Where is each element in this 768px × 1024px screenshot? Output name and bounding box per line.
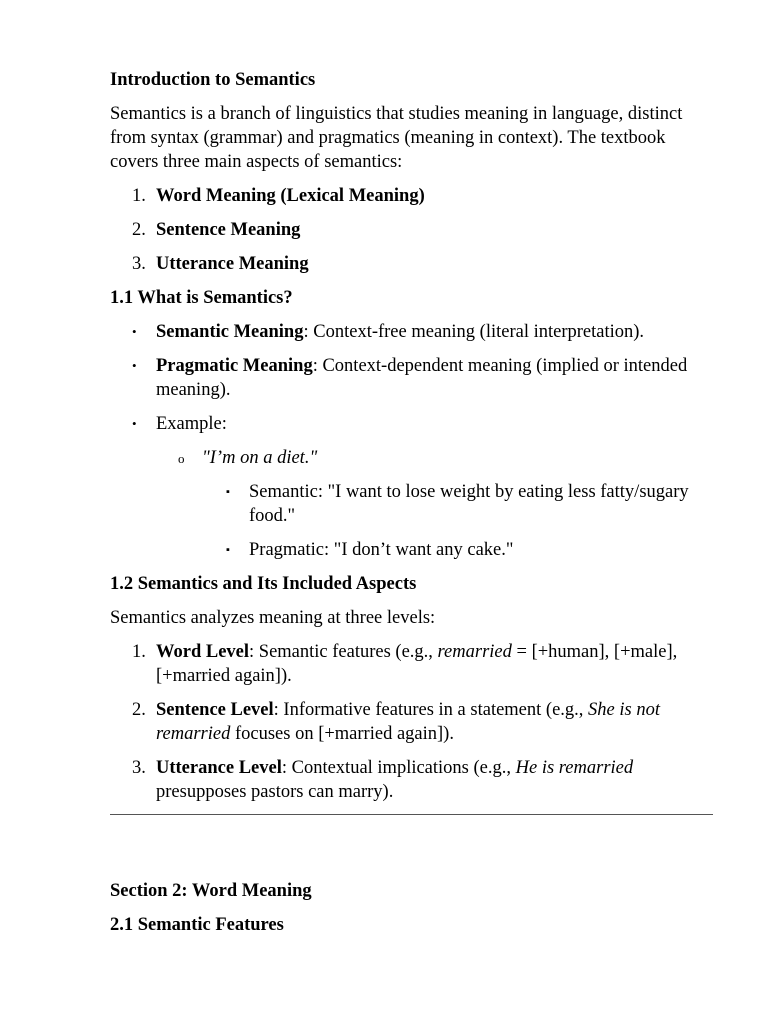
level-desc: : Contextual implications (e.g., [281, 758, 516, 778]
list-number: 3. [132, 758, 146, 778]
aspect-label: Utterance Meaning [156, 254, 309, 274]
semantic-meaning-desc: : Context-free meaning (literal interpretation). [303, 322, 645, 342]
level-desc-end: = [+human], [+male], [+married again]). [156, 642, 678, 686]
intro-paragraph: Semantics is a branch of linguistics that studies meaning in language, distinct from syntax (grammar) and pragmatics (meaning in context). The textbook covers three main aspects of semantics: [110, 104, 683, 172]
pragmatic-meaning-desc: : Context-dependent meaning (implied or intended meaning). [156, 356, 688, 400]
level-desc-end: presupposes pastors can marry). [156, 782, 394, 802]
bullet-disc-icon: • [132, 324, 137, 339]
level-desc: : Semantic features (e.g., [249, 642, 438, 662]
section-1-1-heading: 1.1 What is Semantics? [110, 288, 293, 308]
level-term: Word Level [156, 642, 250, 662]
pragmatic-meaning-term: Pragmatic Meaning [156, 356, 313, 376]
example-label: Example: [156, 414, 227, 434]
levels-list [110, 640, 713, 804]
bullet-circle-icon: o [178, 451, 185, 466]
aspect-label: Sentence Meaning [156, 220, 301, 240]
list-number: 1. [132, 186, 146, 206]
section-1-2-heading: 1.2 Semantics and Its Included Aspects [110, 574, 417, 594]
aspect-label: Word Meaning (Lexical Meaning) [156, 186, 425, 206]
aspects-list [110, 184, 713, 276]
section-1-2-intro: Semantics analyzes meaning at three levels: [110, 608, 436, 628]
list-number: 1. [132, 642, 146, 662]
level-example: She is not remarried [156, 700, 660, 744]
example-semantic-text: Semantic: "I want to lose weight by eating less fatty/sugary food." [249, 482, 689, 526]
example-quote-item [110, 446, 713, 470]
bullet-disc-icon: • [132, 416, 137, 431]
level-example: remarried [437, 642, 512, 662]
semantic-meaning-term: Semantic Meaning [156, 322, 304, 342]
list-item [110, 698, 713, 746]
list-item [110, 218, 713, 242]
list-item [110, 184, 713, 208]
list-item [110, 756, 713, 804]
list-item [110, 640, 713, 688]
bullet-square-icon: ▪ [226, 544, 230, 556]
level-term: Sentence Level [156, 700, 274, 720]
example-semantic-item [110, 480, 713, 528]
example-pragmatic-text: Pragmatic: "I don’t want any cake." [249, 540, 514, 560]
intro-title: Introduction to Semantics [110, 70, 316, 90]
example-pragmatic-item [110, 538, 713, 562]
bullet-square-icon: ▪ [226, 486, 230, 498]
list-item [110, 320, 713, 344]
semantics-bullet-list [110, 320, 713, 436]
section-2-heading: Section 2: Word Meaning [110, 881, 312, 901]
horizontal-divider [110, 814, 713, 815]
document-page [110, 68, 713, 947]
list-item [110, 412, 713, 436]
list-number: 3. [132, 254, 146, 274]
list-number: 2. [132, 700, 146, 720]
list-item [110, 252, 713, 276]
example-quote: "I’m on a diet." [202, 448, 318, 468]
bullet-disc-icon: • [132, 358, 137, 373]
list-number: 2. [132, 220, 146, 240]
level-desc-end: focuses on [+married again]). [230, 724, 454, 744]
section-2-1-heading: 2.1 Semantic Features [110, 915, 284, 935]
list-item [110, 354, 713, 402]
level-example: He is remarried [515, 758, 634, 778]
level-term: Utterance Level [156, 758, 282, 778]
level-desc: : Informative features in a statement (e.g., [273, 700, 589, 720]
